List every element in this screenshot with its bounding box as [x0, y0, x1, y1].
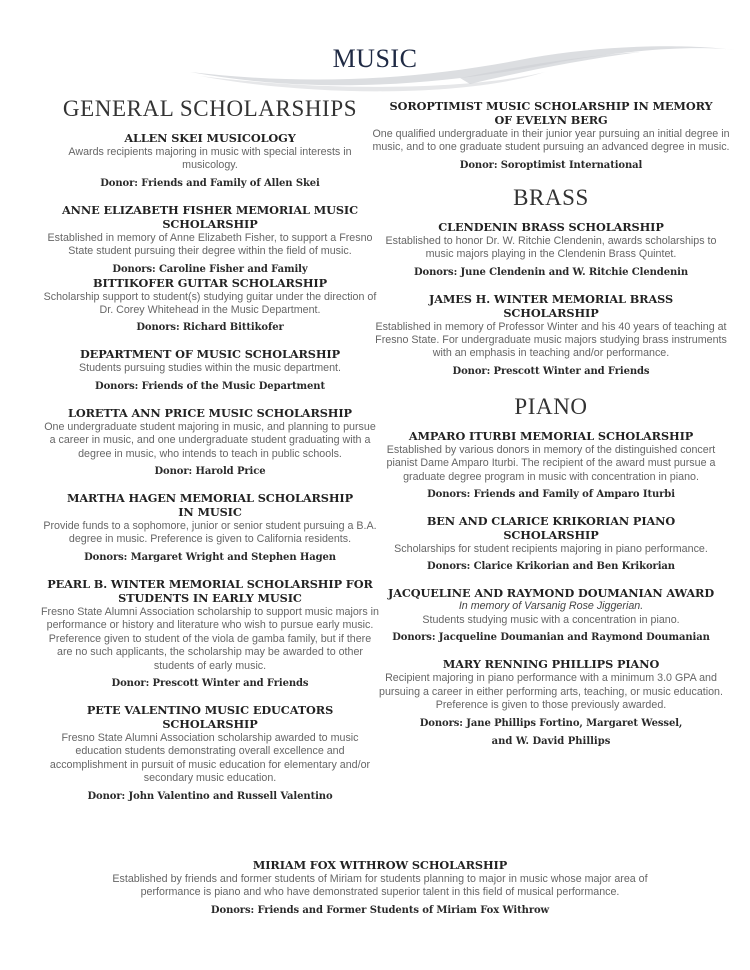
scholarship-description: Fresno State Alumni Association scholarship awarded to music education students demonstrating overall excellence and accomplishment in pursuit of music education for elementary and/or secondary music education. — [49, 731, 371, 785]
scholarship-title: JAMES H. WINTER MEMORIAL BRASS SCHOLARSHIP — [428, 291, 674, 320]
scholarship-description: Established by friends and former students of Miriam for students planning to major in music whose major area of performance is piano and who have demonstrated superior talent in this field of musical performance. — [112, 873, 648, 899]
scholarship-item — [372, 514, 730, 573]
scholarship-description: One undergraduate student majoring in music, and planning to pursue a career in music, and one undergraduate student graduating with a degree in music, who intends to teach in public schools. — [44, 420, 376, 460]
scholarship-description: Awards recipients majoring in music with special interests in musicology. — [68, 146, 352, 172]
scholarship-item — [40, 406, 380, 478]
bottom-scholarship — [80, 858, 680, 917]
scholarship-title: ALLEN SKEI MUSICOLOGY — [124, 131, 296, 145]
scholarship-donor: Donors: Margaret Wright and Stephen Hagen — [84, 551, 336, 563]
scholarship-description: One qualified undergraduate in their junior year pursuing an initial degree in music, and to one graduate student pursuing an advanced degree in music. — [372, 128, 730, 154]
scholarship-donor: Donor: Soroptimist International — [459, 159, 643, 171]
scholarship-title: MARTHA HAGEN MEMORIAL SCHOLARSHIP IN MUSIC — [66, 491, 354, 520]
scholarship-description: Established in memory of Professor Winter and his 40 years of teaching at Fresno State. For undergraduate music majors studying brass instruments with an emphasis in teaching and/or performance. — [375, 320, 727, 360]
scholarship-item — [40, 276, 380, 335]
scholarship-item — [40, 491, 380, 564]
scholarship-title: PETE VALENTINO MUSIC EDUCATORS SCHOLARSHIP — [86, 702, 334, 731]
scholarship-donor: Donors: Friends and Family of Amparo Iturbi — [427, 489, 675, 501]
scholarship-donor: Donors: Jane Phillips Fortino, Margaret Wessel, — [419, 717, 683, 729]
scholarship-item — [372, 99, 730, 172]
scholarship-title: AMPARO ITURBI MEMORIAL SCHOLARSHIP — [408, 428, 694, 443]
scholarship-item — [372, 586, 730, 644]
scholarship-item — [40, 703, 380, 803]
section-heading-general: GENERAL SCHOLARSHIPS — [62, 96, 358, 121]
scholarship-description: Established to honor Dr. W. Ritchie Clendenin, awards scholarships to music majors playing in the Clendenin Brass Quintet. — [385, 234, 717, 261]
scholarship-donor: Donors: Friends of the Music Department — [95, 380, 325, 392]
section-heading-piano: PIANO — [514, 393, 588, 419]
scholarship-donor: Donor: John Valentino and Russell Valentino — [87, 790, 333, 802]
scholarship-description: Scholarship support to student(s) studying guitar under the direction of Dr. Corey Whitehead in the Music Department. — [43, 290, 377, 317]
scholarship-donor-continued: and W. David Phillips — [491, 735, 611, 747]
scholarship-donor: Donor: Prescott Winter and Friends — [452, 365, 650, 377]
scholarship-title: PEARL B. WINTER MEMORIAL SCHOLARSHIP FOR STUDENTS IN EARLY MUSIC — [47, 576, 373, 605]
scholarship-item — [40, 131, 380, 190]
scholarship-donor: Donor: Harold Price — [154, 466, 266, 478]
scholarship-item — [40, 203, 380, 276]
brass-section — [372, 185, 730, 378]
scholarship-description: Students studying music with a concentration in piano. — [422, 613, 680, 626]
right-column — [372, 99, 730, 761]
scholarship-donor: Donors: Jacqueline Doumanian and Raymond Doumanian — [392, 632, 710, 644]
scholarship-description: Provide funds to a sophomore, junior or senior student pursuing a B.A. degree in music. Preference is given to California residents. — [43, 520, 377, 546]
scholarship-description: Established by various donors in memory of the distinguished concert pianist Dame Amparo Iturbi. The recipient of the award must pursue a graduate degree program in music with concentration in piano. — [386, 443, 716, 483]
scholarship-item — [40, 577, 380, 690]
scholarship-donor: Donors: Clarice Krikorian and Ben Krikorian — [427, 561, 675, 573]
scholarship-description: Scholarships for student recipients majoring in piano performance. — [394, 543, 708, 556]
scholarship-description: Fresno State Alumni Association scholarship to support music majors in performance or history and literature who wish to pursue early music. Preference given to student of the viola de gamba family, but if there are no such applicants, the scholarship may be awarded to other students of early music. — [41, 605, 379, 672]
scholarship-item — [40, 347, 380, 392]
scholarship-title: LORETTA ANN PRICE MUSIC SCHOLARSHIP — [68, 405, 352, 420]
scholarship-donor: Donor: Prescott Winter and Friends — [111, 677, 309, 689]
section-heading-brass: BRASS — [513, 184, 589, 210]
scholarship-dedication: In memory of Varsanig Rose Jiggerian. — [458, 600, 644, 613]
scholarship-title: BEN AND CLARICE KRIKORIAN PIANO SCHOLARSHIP — [426, 514, 676, 543]
scholarship-item — [372, 220, 730, 279]
scholarship-donor: Donors: Friends and Former Students of Miriam Fox Withrow — [210, 904, 550, 916]
scholarship-title: DEPARTMENT OF MUSIC SCHOLARSHIP — [79, 347, 340, 362]
scholarship-title: ANNE ELIZABETH FISHER MEMORIAL MUSIC SCHOLARSHIP — [61, 202, 359, 231]
scholarship-title: BITTIKOFER GUITAR SCHOLARSHIP — [93, 275, 327, 290]
scholarship-donor: Donors: June Clendenin and W. Ritchie Clendenin — [413, 266, 688, 278]
scholarship-description: Students pursuing studies within the music department. — [79, 362, 341, 375]
page-title: MUSIC — [332, 44, 418, 73]
scholarship-title: MARY RENNING PHILLIPS PIANO — [442, 657, 660, 672]
scholarship-item — [372, 292, 730, 378]
scholarship-item — [372, 657, 730, 747]
scholarship-donor: Donor: Friends and Family of Allen Skei — [100, 177, 320, 189]
scholarship-title: CLENDENIN BRASS SCHOLARSHIP — [438, 219, 664, 234]
scholarship-donor: Donors: Caroline Fisher and Family — [112, 263, 308, 275]
piano-section — [372, 394, 730, 748]
scholarship-item — [372, 429, 730, 501]
scholarship-title: SOROPTIMIST MUSIC SCHOLARSHIP IN MEMORY OF EVELYN BERG — [389, 99, 713, 127]
scholarship-title: JACQUELINE AND RAYMOND DOUMANIAN AWARD — [387, 586, 715, 601]
scholarship-donor: Donors: Richard Bittikofer — [136, 322, 284, 334]
scholarship-title: MIRIAM FOX WITHROW SCHOLARSHIP — [252, 858, 508, 872]
general-scholarships-column — [40, 96, 380, 816]
scholarship-description: Established in memory of Anne Elizabeth Fisher, to support a Fresno State student pursuing their degree within the field of music. — [47, 231, 373, 258]
scholarship-description: Recipient majoring in piano performance with a minimum 3.0 GPA and pursuing a career in either performing arts, teaching, or music education. Preference is given to those previously awarded. — [379, 672, 723, 712]
